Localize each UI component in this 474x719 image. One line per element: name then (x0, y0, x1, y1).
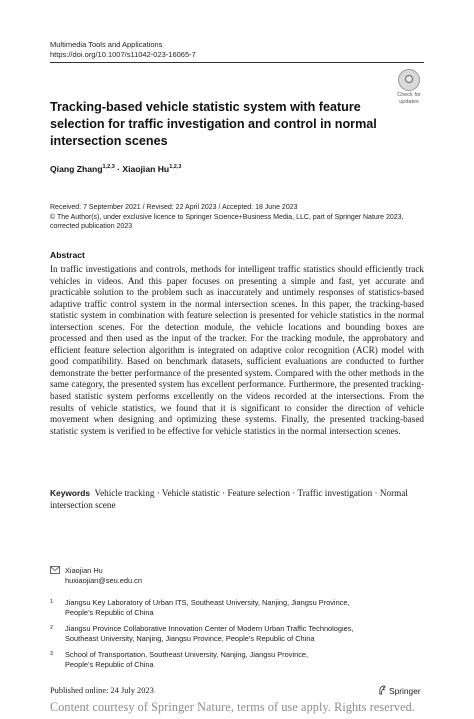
envelope-icon (50, 566, 60, 576)
affiliation-line: People’s Republic of China (65, 608, 154, 617)
contact-email[interactable]: huxiaojian@seu.edu.cn (65, 576, 142, 585)
journal-header (50, 40, 196, 60)
affiliation-number: 2 (50, 625, 54, 631)
springer-horse-icon (378, 685, 387, 695)
affiliation-number: 1 (50, 599, 54, 605)
courtesy-watermark: Content courtesy of Springer Nature, terms of use apply. Rights reserved. (50, 700, 415, 714)
paper-title: Tracking-based vehicle statistic system with feature selection for traffic investigation and control in normal intersection scenes (50, 100, 377, 148)
keywords-label: Keywords (50, 488, 91, 498)
author-list (50, 164, 181, 174)
contact-name: Xiaojian Hu (65, 566, 103, 575)
author-name[interactable]: Qiang Zhang (50, 164, 103, 174)
affiliation-line: School of Transportation, Southeast University, Nanjing, Jiangsu Province, (65, 650, 309, 659)
abstract-heading: Abstract (50, 250, 85, 260)
header-rule (50, 62, 424, 63)
check-for-updates-badge[interactable] (393, 69, 425, 103)
springer-logo (378, 685, 421, 696)
copyright-notice: © The Author(s), under exclusive licence to Springer Science+Business Media, LLC, part of Springer Nature 2023, corrected publication 2023 (50, 213, 404, 231)
affiliation-number: 3 (50, 651, 54, 657)
affiliation-line: Jiangsu Key Laboratory of Urban ITS, Southeast University, Nanjing, Jiangsu Province, (65, 598, 350, 607)
corresponding-author (65, 566, 142, 586)
check-for-updates-icon (398, 69, 420, 91)
doi-link[interactable]: https://doi.org/10.1007/s11042-023-16065-7 (50, 50, 196, 59)
affiliation-line: Southeast University, Nanjing, Jiangsu Province, People’s Republic of China (65, 634, 315, 643)
author-name[interactable]: Xiaojian Hu (122, 164, 170, 174)
badge-text-2: updates (399, 99, 419, 105)
affiliation-line: People’s Republic of China (65, 660, 154, 669)
author-affiliation-sup: 1,2,3 (169, 164, 182, 171)
journal-name: Multimedia Tools and Applications (50, 40, 163, 49)
received-revised-accepted: Received: 7 September 2021 / Revised: 22 April 2023 / Accepted: 18 June 2023 (50, 204, 298, 211)
keywords-section (50, 488, 424, 511)
author-separator: · (114, 164, 123, 174)
author-affiliation-sup: 1,2,3 (102, 164, 115, 171)
affiliation-line: Jiangsu Province Collaborative Innovation Center of Modern Urban Traffic Technologies, (65, 624, 354, 633)
abstract-text: In traffic investigations and controls, methods for intelligent traffic statistics should efficiently track vehicles in videos. And this paper focuses on presenting a simple and fast, yet accurate and practicable solution to the problem such as inaccurately and untimely responses of statistics-based adaptive traffic control system in the normal intersection scenes. In this paper, the tracking-based statistic system in combination with feature selection is presented for vehicle statistics in the normal intersection scenes. For the detection module, the vehicle locations and bounding boxes are processed and then used as the input of the tracker. For the tracking module, the approbatory and efficient feature selection algorithm is integrated on adaptive color recognition (ACR) model with good compatibility. Based on benchmark datasets, sufficient evaluations are conducted to further demonstrate the better performance of the presented system. Compared with the other methods in the same category, the presented system has excellent performance. Furthermore, the presented tracking-based statistic system performs excellently on the videos recorded at the intersections. From the results of vehicle statistics, we found that it is significant to consider the direction of vehicle movement when designing and optimizing these systems. Finally, the presented tracking-based statistic system is verified to be effective for vehicle statistics in the normal intersection scenes. (50, 264, 424, 436)
publisher-name: Springer (389, 686, 421, 696)
publication-history (50, 203, 430, 232)
keywords-list: Vehicle tracking · Vehicle statistic · Feature selection · Traffic investigation · Normal intersection scene (50, 488, 408, 510)
published-online: Published online: 24 July 2023 (50, 686, 154, 695)
badge-text-1: Check for (397, 92, 421, 98)
